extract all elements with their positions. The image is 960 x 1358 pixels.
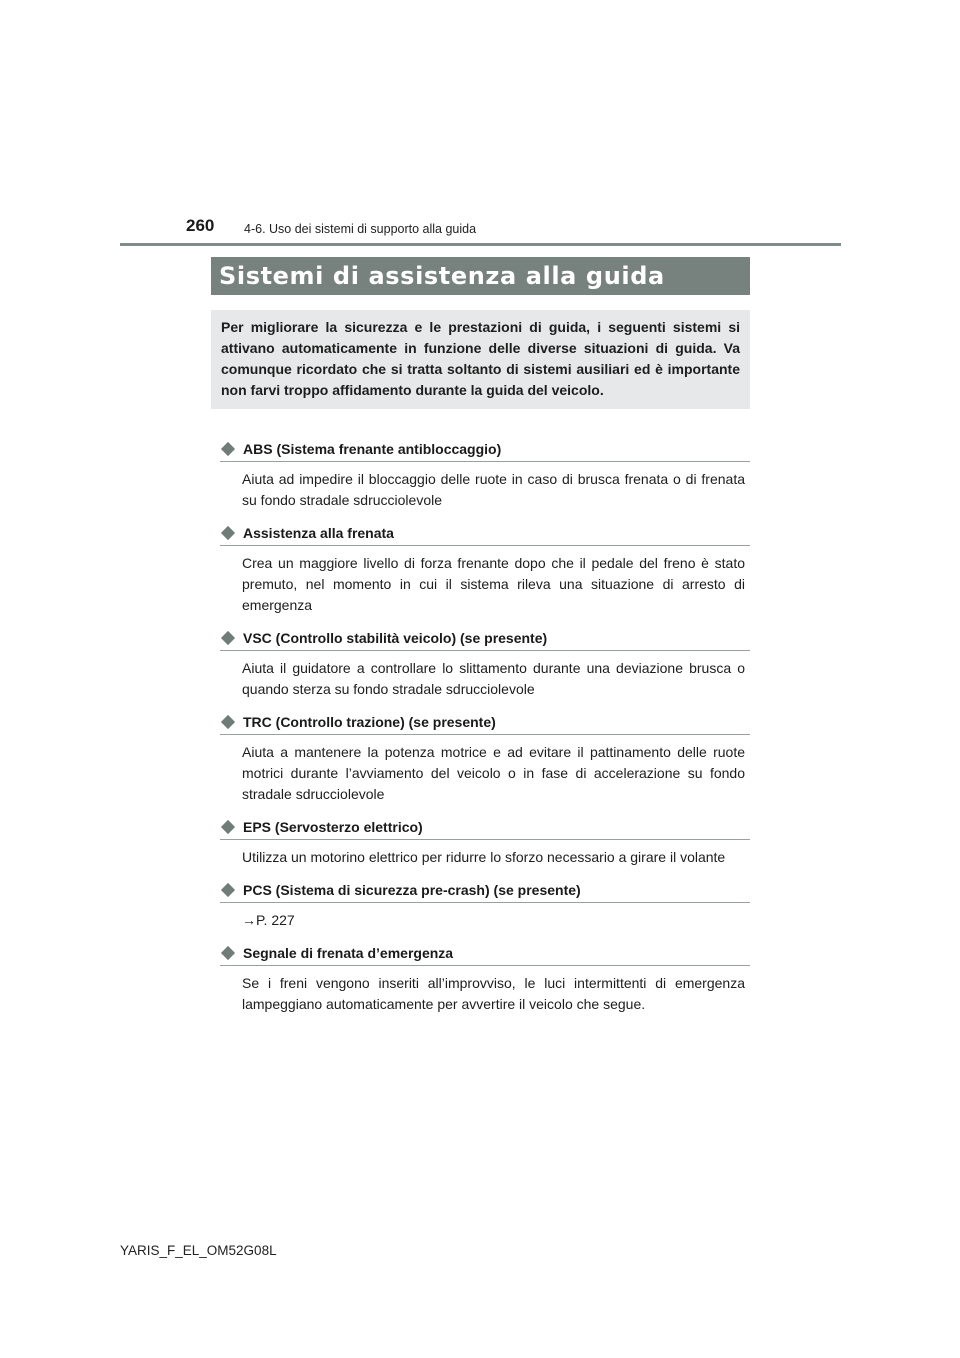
- section-body: Utilizza un motorino elettrico per ridurre lo sforzo necessario a girare il volante: [242, 849, 726, 865]
- section-heading: [220, 627, 750, 651]
- section-body: Aiuta il guidatore a controllare lo slittamento durante una deviazione brusca o quando sterza su fondo stradale sdrucciolevole: [242, 660, 745, 697]
- section-heading: [220, 816, 750, 840]
- section-heading-text: EPS (Servosterzo elettrico): [243, 818, 423, 835]
- section-body: Se i freni vengono inseriti all’improvviso, le luci intermittenti di emergenza lampeggiano automaticamente per avvertire il veicolo che segue.: [242, 975, 745, 1012]
- section-heading: [220, 522, 750, 546]
- page-number: 260: [186, 216, 215, 235]
- section-title-bar: [211, 257, 750, 295]
- section-heading-text: TRC (Controllo trazione) (se presente): [243, 713, 496, 730]
- diamond-bullet-icon: [220, 819, 236, 835]
- section-heading-text: Assistenza alla frenata: [243, 524, 394, 541]
- intro-box: Per migliorare la sicurezza e le prestazioni di guida, i seguenti sistemi si attivano automaticamente in funzione delle diverse situazioni di guida. Va comunque ricordato che si tratta soltanto di sistemi ausiliari ed è importante non farvi troppo affidamento durante la guida del veicolo.: [211, 310, 750, 409]
- section-abs: [220, 438, 750, 522]
- section-trc: [220, 711, 750, 816]
- section-heading-text: PCS (Sistema di sicurezza pre-crash) (se presente): [243, 881, 581, 898]
- diamond-bullet-icon: [220, 945, 236, 961]
- section-heading: [220, 942, 750, 966]
- diamond-bullet-icon: [220, 441, 236, 457]
- section-emergency-brake-signal: [220, 942, 750, 1026]
- diamond-bullet-icon: [220, 882, 236, 898]
- diamond-bullet-icon: [220, 714, 236, 730]
- section-body: Aiuta a mantenere la potenza motrice e ad evitare il pattinamento delle ruote motrici durante l’avviamento del veicolo o in fase di accelerazione su fondo stradale sdrucciolevole: [242, 744, 745, 802]
- document-code: YARIS_F_EL_OM52G08L: [120, 1243, 277, 1258]
- section-body: Crea un maggiore livello di forza frenante dopo che il pedale del freno è stato premuto, nel momento in cui il sistema rileva una situazione di arresto di emergenza: [242, 555, 745, 613]
- section-heading: [220, 711, 750, 735]
- diamond-bullet-icon: [220, 525, 236, 541]
- section-pcs: [220, 879, 750, 942]
- section-heading-text: Segnale di frenata d’emergenza: [243, 944, 454, 961]
- page-reference-link[interactable]: →P. 227: [242, 912, 295, 928]
- diamond-bullet-icon: [220, 630, 236, 646]
- section-heading: [220, 879, 750, 903]
- section-heading: [220, 438, 750, 462]
- section-heading-text: ABS (Sistema frenante antibloccaggio): [243, 440, 502, 457]
- section-vsc: [220, 627, 750, 711]
- page-title: Sistemi di assistenza alla guida: [219, 262, 665, 290]
- systems-list: [220, 438, 750, 1026]
- section-body: Aiuta ad impedire il bloccaggio delle ruote in caso di brusca frenata o di frenata su fondo stradale sdrucciolevole: [242, 471, 745, 508]
- breadcrumb: 4-6. Uso dei sistemi di supporto alla guida: [244, 222, 477, 236]
- section-brake-assist: [220, 522, 750, 627]
- header-rule: [120, 243, 841, 246]
- section-heading-text: VSC (Controllo stabilità veicolo) (se presente): [243, 629, 548, 646]
- section-eps: [220, 816, 750, 879]
